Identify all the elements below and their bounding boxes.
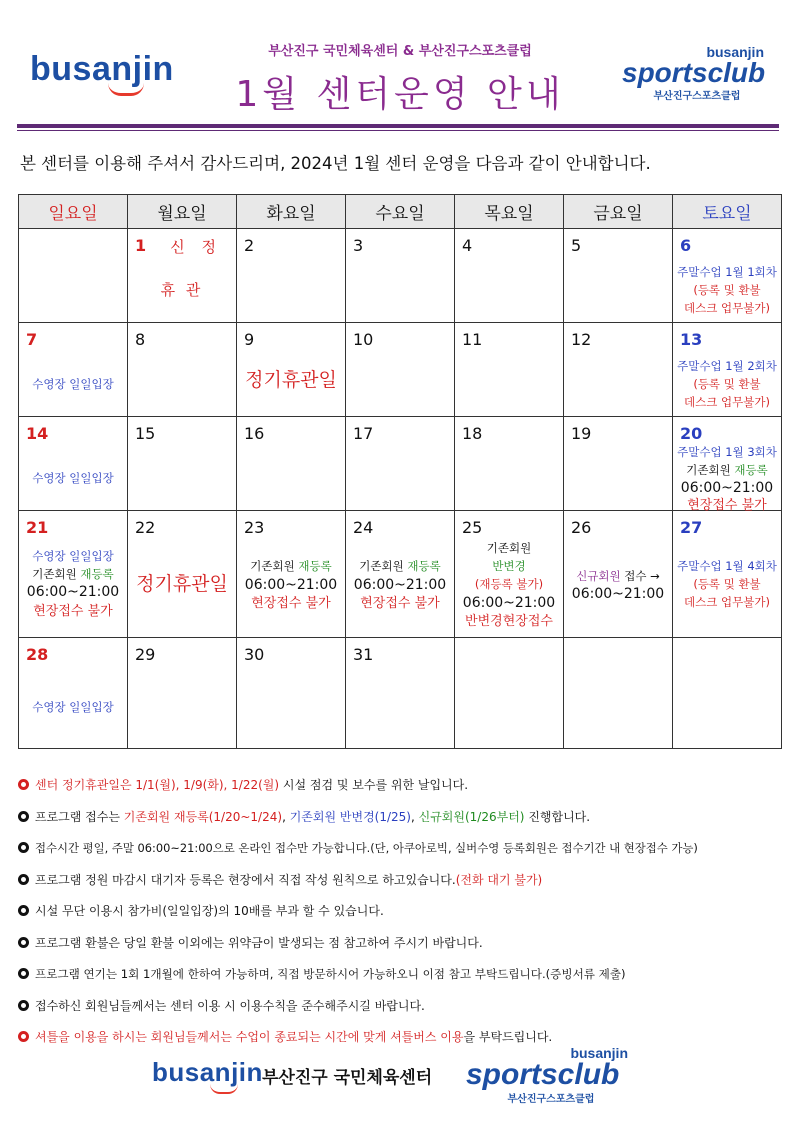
day-number: 18 — [462, 424, 483, 443]
closed-label: 휴 관 — [160, 281, 204, 299]
existing-member-label: 기존회원 — [686, 463, 731, 477]
day-cell-empty — [564, 638, 673, 749]
day-cell-26 — [564, 511, 673, 638]
day-cell-23 — [237, 511, 346, 638]
day-number: 7 — [26, 330, 38, 349]
footer-center-name: 부산진구 국민체육센터 — [262, 1068, 433, 1088]
day-number: 31 — [353, 645, 374, 664]
reregister-line — [237, 557, 345, 575]
day-number: 16 — [244, 424, 265, 443]
day-cell-4 — [455, 229, 564, 323]
footer — [0, 1045, 800, 1115]
notice-text: 접수하신 회원님들께서는 센터 이용 시 이용수칙을 준수해주시길 바랍니다. — [35, 998, 425, 1013]
no-desk-label: 데스크 업무불가) — [684, 595, 770, 609]
no-onsite-label: 현장접수 불가 — [33, 604, 113, 619]
bullet-icon — [18, 905, 29, 916]
hours-label: 06:00~21:00 — [353, 577, 447, 593]
sportsclub-logo-main: sportsclub — [622, 57, 766, 88]
day-number: 1 — [135, 236, 147, 255]
notice-text: 셔틀을 이용을 하시는 회원님들께서는 수업이 종료되는 시간에 맞게 셔틀버스 이용 — [35, 1030, 464, 1044]
no-register-label: (등록 및 환불 — [693, 377, 761, 391]
bullet-icon — [18, 968, 29, 979]
notice-list — [18, 770, 788, 1054]
sportsclub-logo-sub: 부산진구스포츠클럽 — [653, 91, 741, 102]
day-number: 26 — [571, 518, 592, 537]
day-cell-6 — [673, 229, 782, 323]
day-cell-2 — [237, 229, 346, 323]
day-number: 20 — [680, 424, 703, 443]
bullet-icon — [18, 811, 29, 822]
day-number: 8 — [135, 330, 146, 349]
footer-sportsclub-top: busanjin — [570, 1045, 628, 1061]
notice-text: , — [410, 809, 419, 824]
footer-logo-text: busanjin — [152, 1057, 263, 1087]
pool-free-label: 수영장 일일입장 — [32, 549, 114, 563]
week-row — [19, 417, 782, 511]
hours-label: 06:00~21:00 — [244, 577, 338, 593]
weekday-sat: 토요일 — [673, 195, 782, 229]
day-cell-30 — [237, 638, 346, 749]
weekend-class-label: 주말수업 1월 1회차 — [677, 265, 777, 279]
day-number: 24 — [353, 518, 374, 537]
day-number: 27 — [680, 518, 703, 537]
reregister-line — [673, 461, 781, 479]
existing-member-label: 기존회원 — [486, 541, 532, 555]
day-cell-empty — [19, 229, 128, 323]
day-number: 11 — [462, 330, 483, 349]
notice-text: , — [282, 809, 290, 824]
notice-text: 프로그램 접수는 — [35, 809, 124, 824]
day-cell-29 — [128, 638, 237, 749]
change-label: 반변경 — [492, 559, 526, 573]
day-cell-28 — [19, 638, 128, 749]
notice-item — [18, 959, 788, 991]
bullet-icon — [18, 937, 29, 948]
day-number: 17 — [353, 424, 374, 443]
day-cell-13 — [673, 323, 782, 417]
day-number: 21 — [26, 518, 49, 537]
day-cell-31 — [346, 638, 455, 749]
day-number: 10 — [353, 330, 374, 349]
day-cell-22 — [128, 511, 237, 638]
reregister-label: 재등록 — [734, 463, 768, 477]
bullet-icon — [18, 1031, 29, 1042]
notice-text: 센터 정기휴관일은 1/1(월), 1/9(화), 1/22(월) — [35, 778, 280, 792]
no-onsite-label: 현장접수 불가 — [360, 596, 440, 611]
header-divider-thin — [17, 130, 779, 131]
notice-item — [18, 991, 788, 1023]
reregister-label: 재등록 — [298, 559, 332, 573]
calendar-table — [18, 194, 782, 749]
notice-item — [18, 770, 788, 802]
day-number: 22 — [135, 518, 156, 537]
weekday-mon: 월요일 — [128, 195, 237, 229]
bullet-icon — [18, 842, 29, 853]
existing-member-label: 기존회원 — [32, 567, 77, 581]
day-cell-1 — [128, 229, 237, 323]
day-cell-9 — [237, 323, 346, 417]
day-number: 4 — [462, 236, 473, 255]
sportsclub-logo-top: busanjin — [706, 44, 764, 60]
new-member-line — [564, 567, 672, 585]
weekday-thu: 목요일 — [455, 195, 564, 229]
day-cell-7 — [19, 323, 128, 417]
day-number: 3 — [353, 236, 364, 255]
footer-sportsclub-logo — [466, 1045, 636, 1105]
busanjin-logo-text: busanjin — [30, 50, 174, 88]
notice-text: 시설 무단 이용시 참가비(일일입장)의 10배를 부과 할 수 있습니다. — [35, 904, 384, 918]
day-number: 5 — [571, 236, 582, 255]
no-onsite-label: 현장접수 불가 — [687, 498, 767, 513]
notice-text: 신규회원(1/26부터) — [418, 809, 525, 824]
page-title: 1월 센터운영 안내 — [235, 74, 565, 115]
notice-item — [18, 833, 788, 865]
bullet-icon — [18, 874, 29, 885]
day-cell-18 — [455, 417, 564, 511]
day-number: 12 — [571, 330, 592, 349]
day-cell-empty — [673, 638, 782, 749]
notice-text: 진행합니다. — [524, 809, 591, 824]
notice-text: (전화 대기 불가) — [455, 872, 543, 887]
day-cell-3 — [346, 229, 455, 323]
day-number: 30 — [244, 645, 265, 664]
day-number: 19 — [571, 424, 592, 443]
regular-closed-label: 정기휴관일 — [136, 573, 228, 595]
hours-label: 06:00~21:00 — [26, 584, 120, 600]
weekend-class-label: 주말수업 1월 3회차 — [677, 445, 777, 459]
day-number: 2 — [244, 236, 255, 255]
notice-text: 시설 점검 및 보수를 위한 날입니다. — [279, 778, 469, 792]
day-cell-11 — [455, 323, 564, 417]
footer-sportsclub-main: sportsclub — [466, 1058, 620, 1091]
day-cell-5 — [564, 229, 673, 323]
weekday-header-row — [19, 195, 782, 229]
reregister-line — [19, 565, 127, 583]
bullet-icon — [18, 779, 29, 790]
sportsclub-logo — [622, 44, 772, 102]
existing-member-label: 기존회원 — [250, 559, 295, 573]
day-cell-10 — [346, 323, 455, 417]
no-register-label: (등록 및 환불 — [693, 577, 761, 591]
day-number: 28 — [26, 645, 49, 664]
page-subtitle: 부산진구 국민체육센터 & 부산진구스포츠클럽 — [268, 44, 532, 59]
day-cell-24 — [346, 511, 455, 638]
weekday-sun: 일요일 — [19, 195, 128, 229]
day-number: 6 — [680, 236, 692, 255]
day-number: 29 — [135, 645, 156, 664]
bullet-icon — [18, 1000, 29, 1011]
holiday-label: 신 정 — [170, 238, 222, 256]
day-number: 9 — [244, 330, 255, 349]
day-cell-16 — [237, 417, 346, 511]
day-cell-17 — [346, 417, 455, 511]
existing-member-label: 기존회원 — [359, 559, 404, 573]
reregister-label: 재등록 — [80, 567, 114, 581]
notice-text: 기존회원 재등록(1/20~1/24) — [123, 809, 283, 824]
day-number: 23 — [244, 518, 265, 537]
pool-free-label: 수영장 일일입장 — [32, 471, 114, 485]
notice-item — [18, 802, 788, 834]
notice-text: 을 부탁드립니다. — [463, 1030, 553, 1044]
day-number: 25 — [462, 518, 483, 537]
no-rereg-label: (재등록 불가) — [474, 577, 544, 591]
weekday-fri: 금요일 — [564, 195, 673, 229]
day-cell-8 — [128, 323, 237, 417]
pool-free-label: 수영장 일일입장 — [32, 377, 114, 391]
no-desk-label: 데스크 업무불가) — [684, 395, 770, 409]
notice-text: 접수시간 평일, 주말 06:00~21:00으로 온라인 접수만 가능합니다.(단, 아쿠아로빅, 실버수영 등록회원은 접수기간 내 현장접수 가능) — [35, 841, 698, 855]
notice-item — [18, 865, 788, 897]
day-cell-12 — [564, 323, 673, 417]
footer-sportsclub-sub: 부산진구스포츠클럽 — [507, 1094, 595, 1105]
no-onsite-label: 현장접수 불가 — [251, 596, 331, 611]
day-cell-15 — [128, 417, 237, 511]
week-row — [19, 638, 782, 749]
hours-label: 06:00~21:00 — [571, 586, 665, 602]
day-number: 14 — [26, 424, 49, 443]
no-desk-label: 데스크 업무불가) — [684, 301, 770, 315]
day-cell-21 — [19, 511, 128, 638]
weekday-wed: 수요일 — [346, 195, 455, 229]
pool-free-label: 수영장 일일입장 — [32, 700, 114, 714]
change-onsite-label: 반변경현장접수 — [465, 614, 553, 629]
notice-text: 프로그램 환불은 당일 환불 이외에는 위약금이 발생되는 점 참고하여 주시기 바랍니다. — [35, 935, 483, 950]
day-cell-25 — [455, 511, 564, 638]
week-row — [19, 229, 782, 323]
notice-item — [18, 896, 788, 928]
header-divider — [17, 124, 779, 128]
regular-closed-label: 정기휴관일 — [245, 369, 337, 391]
notice-text: 기존회원 반변경(1/25) — [289, 809, 411, 824]
no-register-label: (등록 및 환불 — [693, 283, 761, 297]
reregister-label: 재등록 — [407, 559, 441, 573]
day-number: 15 — [135, 424, 156, 443]
footer-busanjin-logo — [152, 1057, 263, 1094]
notice-text: 프로그램 연기는 1회 1개월에 한하여 가능하며, 직접 방문하시어 가능하오니 이점 참고 부탁드립니다.(증빙서류 제출) — [35, 967, 626, 981]
intro-text: 본 센터를 이용해 주셔서 감사드리며, 2024년 1월 센터 운영을 다음과 같이 안내합니다. — [20, 154, 651, 173]
week-row — [19, 323, 782, 417]
day-cell-14 — [19, 417, 128, 511]
notice-text: 프로그램 정원 마감시 대기자 등록은 현장에서 직접 작성 원칙으로 하고있습니다. — [35, 872, 456, 887]
new-member-label: 신규회원 — [576, 569, 621, 583]
weekday-tue: 화요일 — [237, 195, 346, 229]
day-cell-27 — [673, 511, 782, 638]
weekend-class-label: 주말수업 1월 2회차 — [677, 359, 777, 373]
accept-label: 접수 → — [624, 569, 660, 583]
day-number: 13 — [680, 330, 703, 349]
day-cell-20 — [673, 417, 782, 511]
day-cell-empty — [455, 638, 564, 749]
week-row — [19, 511, 782, 638]
weekend-class-label: 주말수업 1월 4회차 — [677, 559, 777, 573]
day-cell-19 — [564, 417, 673, 511]
notice-item — [18, 928, 788, 960]
hours-label: 06:00~21:00 — [462, 595, 556, 611]
hours-label: 06:00~21:00 — [680, 480, 774, 496]
reregister-line — [346, 557, 454, 575]
